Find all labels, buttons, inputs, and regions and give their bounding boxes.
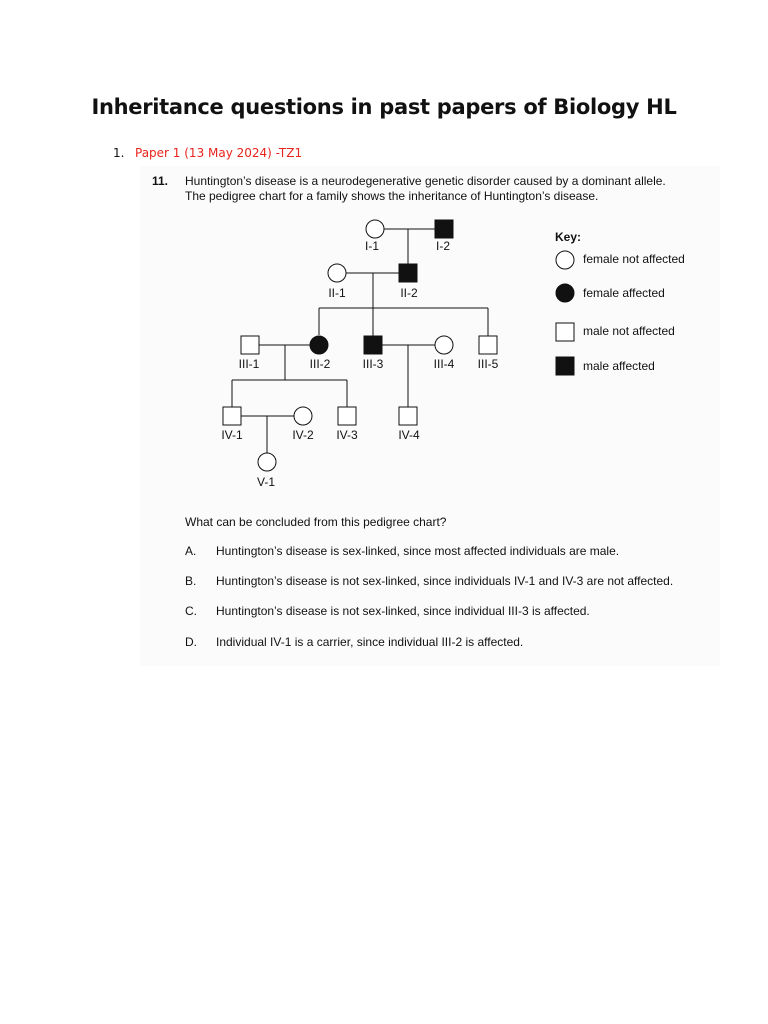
individual-label-iii-5: III-5 (477, 357, 499, 371)
individual-iii-5 (479, 336, 497, 354)
individual-label-iii-2: III-2 (309, 357, 331, 371)
option-text: Individual IV-1 is a carrier, since individual III-2 is affected. (216, 635, 524, 649)
individual-i-1 (366, 220, 384, 238)
individual-iii-3 (364, 336, 382, 354)
key-title: Key: (555, 230, 582, 244)
key-symbol-female-affected (556, 284, 574, 302)
individual-label-v-1: V-1 (256, 475, 276, 489)
question-number: 1. (113, 146, 125, 160)
individual-ii-2 (399, 264, 417, 282)
individual-iv-4 (399, 407, 417, 425)
option-text: Huntington’s disease is not sex-linked, since individuals IV-1 and IV-3 are not affected. (216, 574, 674, 588)
individual-label-iv-3: IV-3 (336, 428, 358, 442)
individual-iv-1 (223, 407, 241, 425)
individual-i-2 (435, 220, 453, 238)
individual-v-1 (258, 453, 276, 471)
option-text: Huntington’s disease is sex-linked, since most affected individuals are male. (216, 544, 620, 558)
page-title: Inheritance questions in past papers of Biology HL (91, 95, 677, 119)
individual-label-iii-3: III-3 (362, 357, 384, 371)
option-letter: D. (185, 635, 197, 649)
option-letter: C. (185, 604, 197, 618)
individual-iii-2 (310, 336, 328, 354)
individual-label-iv-1: IV-1 (221, 428, 243, 442)
question-prompt: What can be concluded from this pedigree chart? (185, 515, 447, 529)
question-stem-line: The pedigree chart for a family shows the inheritance of Huntington’s disease. (185, 189, 599, 203)
individual-label-iii-1: III-1 (238, 357, 260, 371)
key-label-female-affected: female affected (583, 286, 665, 300)
key-symbol-female-not-affected (556, 251, 574, 269)
question-stem-line: Huntington’s disease is a neurodegenerative genetic disorder caused by a dominant allele. (185, 174, 666, 188)
individual-iv-2 (294, 407, 312, 425)
question-source: Paper 1 (13 May 2024) -TZ1 (135, 146, 303, 160)
individual-label-ii-2: II-2 (400, 286, 418, 300)
individual-iv-3 (338, 407, 356, 425)
individual-label-i-2: I-2 (435, 239, 451, 253)
key-symbol-male-affected (556, 357, 574, 375)
individual-label-i-1: I-1 (364, 239, 380, 253)
individual-iii-1 (241, 336, 259, 354)
option-letter: B. (185, 574, 197, 588)
individual-label-iv-4: IV-4 (398, 428, 420, 442)
individual-iii-4 (435, 336, 453, 354)
key-label-male-affected: male affected (583, 359, 655, 373)
option-letter: A. (185, 544, 197, 558)
exam-question-number: 11. (152, 174, 169, 188)
key-label-female-not-affected: female not affected (583, 252, 685, 266)
individual-label-ii-1: II-1 (328, 286, 346, 300)
individual-label-iv-2: IV-2 (292, 428, 314, 442)
key-label-male-not-affected: male not affected (583, 324, 675, 338)
key-symbol-male-not-affected (556, 323, 574, 341)
option-text: Huntington’s disease is not sex-linked, since individual III-3 is affected. (216, 604, 590, 618)
individual-ii-1 (328, 264, 346, 282)
individual-label-iii-4: III-4 (433, 357, 455, 371)
